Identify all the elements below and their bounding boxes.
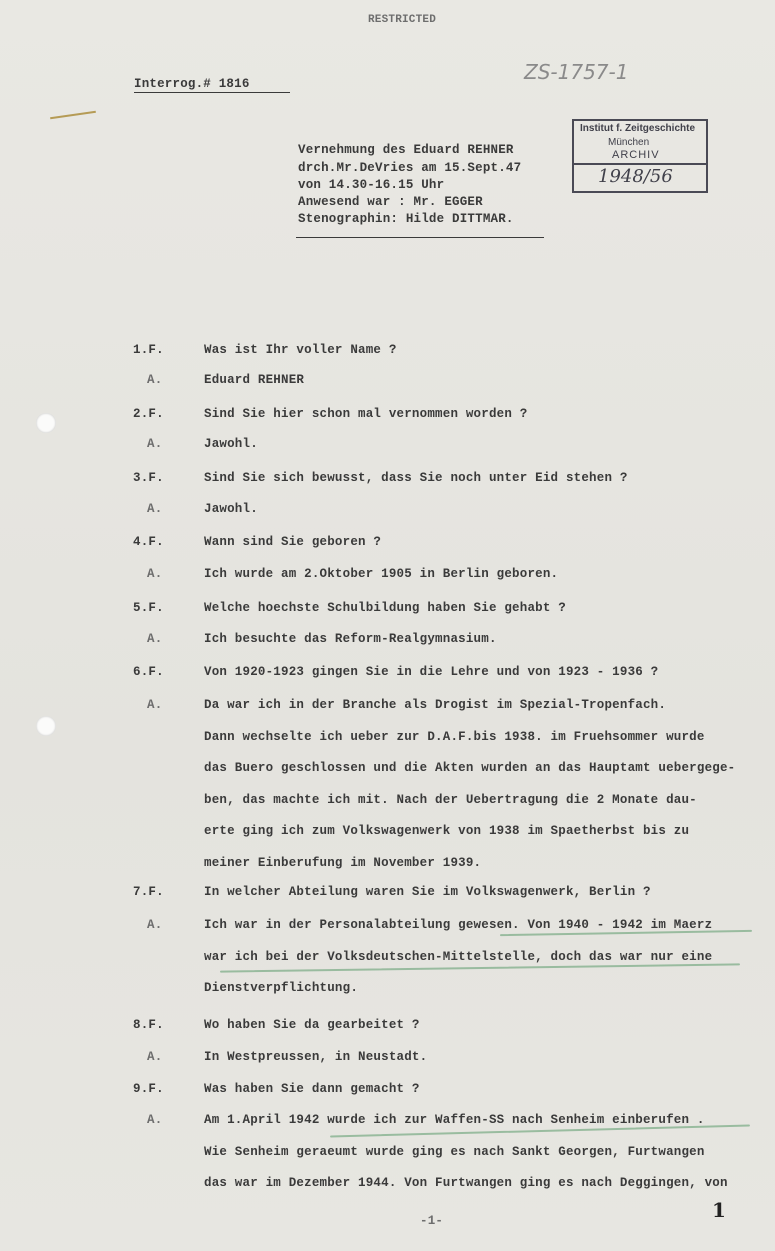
heading-rule xyxy=(296,237,544,238)
question-label: 1.F. xyxy=(133,343,164,357)
answer-text: Dienstverpflichtung. xyxy=(204,981,359,995)
handwritten-archive-ref: ZS-1757-1 xyxy=(524,60,629,84)
question-label: 6.F. xyxy=(133,665,164,679)
highlight-line xyxy=(220,963,740,972)
question-text: Sind Sie sich bewusst, dass Sie noch unter Eid stehen ? xyxy=(204,471,628,485)
question-label: 7.F. xyxy=(133,885,164,899)
question-text: Sind Sie hier schon mal vernommen worden ? xyxy=(204,407,528,421)
heading-line-3: von 14.30-16.15 Uhr xyxy=(298,178,445,192)
answer-text: das Buero geschlossen und die Akten wurden an das Hauptamt uebergege- xyxy=(204,761,736,775)
punch-hole xyxy=(36,716,56,736)
answer-text: meiner Einberufung im November 1939. xyxy=(204,855,482,870)
answer-text: In Westpreussen, in Neustadt. xyxy=(204,1050,428,1064)
question-label: 3.F. xyxy=(133,471,164,485)
stamp-number: 1948/56 xyxy=(598,166,673,187)
question-label: 5.F. xyxy=(133,601,164,615)
stamp-institute: Institut f. Zeitgeschichte xyxy=(580,123,696,134)
page-marker: -1- xyxy=(420,1214,444,1228)
answer-text: Da war ich in der Branche als Drogist im Spezial-Tropenfach. xyxy=(204,698,667,712)
interrogation-number: Interrog.# 1816 xyxy=(134,77,250,91)
archive-stamp xyxy=(572,119,708,193)
stamp-divider xyxy=(574,163,706,165)
answer-text: das war im Dezember 1944. Von Furtwangen ging es nach Deggingen, von xyxy=(204,1176,728,1190)
answer-text: Jawohl. xyxy=(204,437,258,451)
interrogation-underline xyxy=(134,92,290,93)
answer-label: A. xyxy=(147,1050,163,1064)
answer-text: Ich war in der Personalabteilung gewesen. Von 1940 - 1942 im Maerz xyxy=(204,918,713,932)
answer-text: Wie Senheim geraeumt wurde ging es nach Sankt Georgen, Furtwangen xyxy=(204,1144,705,1159)
stamp-city: München xyxy=(608,137,650,148)
punch-hole xyxy=(36,413,56,433)
heading-line-1: Vernehmung des Eduard REHNER xyxy=(298,143,514,157)
answer-text: erte ging ich zum Volkswagenwerk von 1938 im Spaetherbst bis zu xyxy=(204,824,690,838)
question-text: Wo haben Sie da gearbeitet ? xyxy=(204,1018,420,1032)
answer-text: Am 1.April 1942 wurde ich zur Waffen-SS nach Senheim einberufen . xyxy=(204,1113,705,1127)
question-text: Was haben Sie dann gemacht ? xyxy=(204,1082,420,1096)
page-number: 1 xyxy=(712,1198,727,1222)
question-text: Von 1920-1923 gingen Sie in die Lehre und von 1923 - 1936 ? xyxy=(204,665,659,679)
answer-text: Jawohl. xyxy=(204,502,258,516)
heading-line-2: drch.Mr.DeVries am 15.Sept.47 xyxy=(298,161,522,175)
answer-label: A. xyxy=(147,698,163,712)
answer-text: Ich besuchte das Reform-Realgymnasium. xyxy=(204,632,497,646)
question-text: Was ist Ihr voller Name ? xyxy=(204,343,397,357)
answer-text: Eduard REHNER xyxy=(204,373,305,387)
answer-label: A. xyxy=(147,437,163,451)
question-label: 9.F. xyxy=(133,1082,164,1096)
answer-label: A. xyxy=(147,1113,163,1127)
question-text: Welche hoechste Schulbildung haben Sie gehabt ? xyxy=(204,601,566,615)
pencil-mark xyxy=(50,111,96,119)
answer-label: A. xyxy=(147,373,163,387)
answer-label: A. xyxy=(147,502,163,516)
answer-label: A. xyxy=(147,632,163,646)
heading-line-5: Stenographin: Hilde DITTMAR. xyxy=(298,212,514,226)
stamp-archive: ARCHIV xyxy=(612,149,660,161)
question-text: In welcher Abteilung waren Sie im Volkswagenwerk, Berlin ? xyxy=(204,885,651,899)
question-label: 8.F. xyxy=(133,1018,164,1032)
heading-line-4: Anwesend war : Mr. EGGER xyxy=(298,195,483,209)
answer-text: Dann wechselte ich ueber zur D.A.F.bis 1938. im Fruehsommer wurde xyxy=(204,729,705,744)
question-label: 4.F. xyxy=(133,535,164,549)
answer-text: ben, das machte ich mit. Nach der Uebertragung die 2 Monate dau- xyxy=(204,792,697,807)
question-text: Wann sind Sie geboren ? xyxy=(204,535,382,549)
classification-label: RESTRICTED xyxy=(368,14,437,26)
answer-text: war ich bei der Volksdeutschen-Mittelstelle, doch das war nur eine xyxy=(204,949,713,964)
answer-text: Ich wurde am 2.Oktober 1905 in Berlin geboren. xyxy=(204,567,559,581)
answer-label: A. xyxy=(147,918,163,932)
question-label: 2.F. xyxy=(133,407,164,421)
answer-label: A. xyxy=(147,567,163,581)
